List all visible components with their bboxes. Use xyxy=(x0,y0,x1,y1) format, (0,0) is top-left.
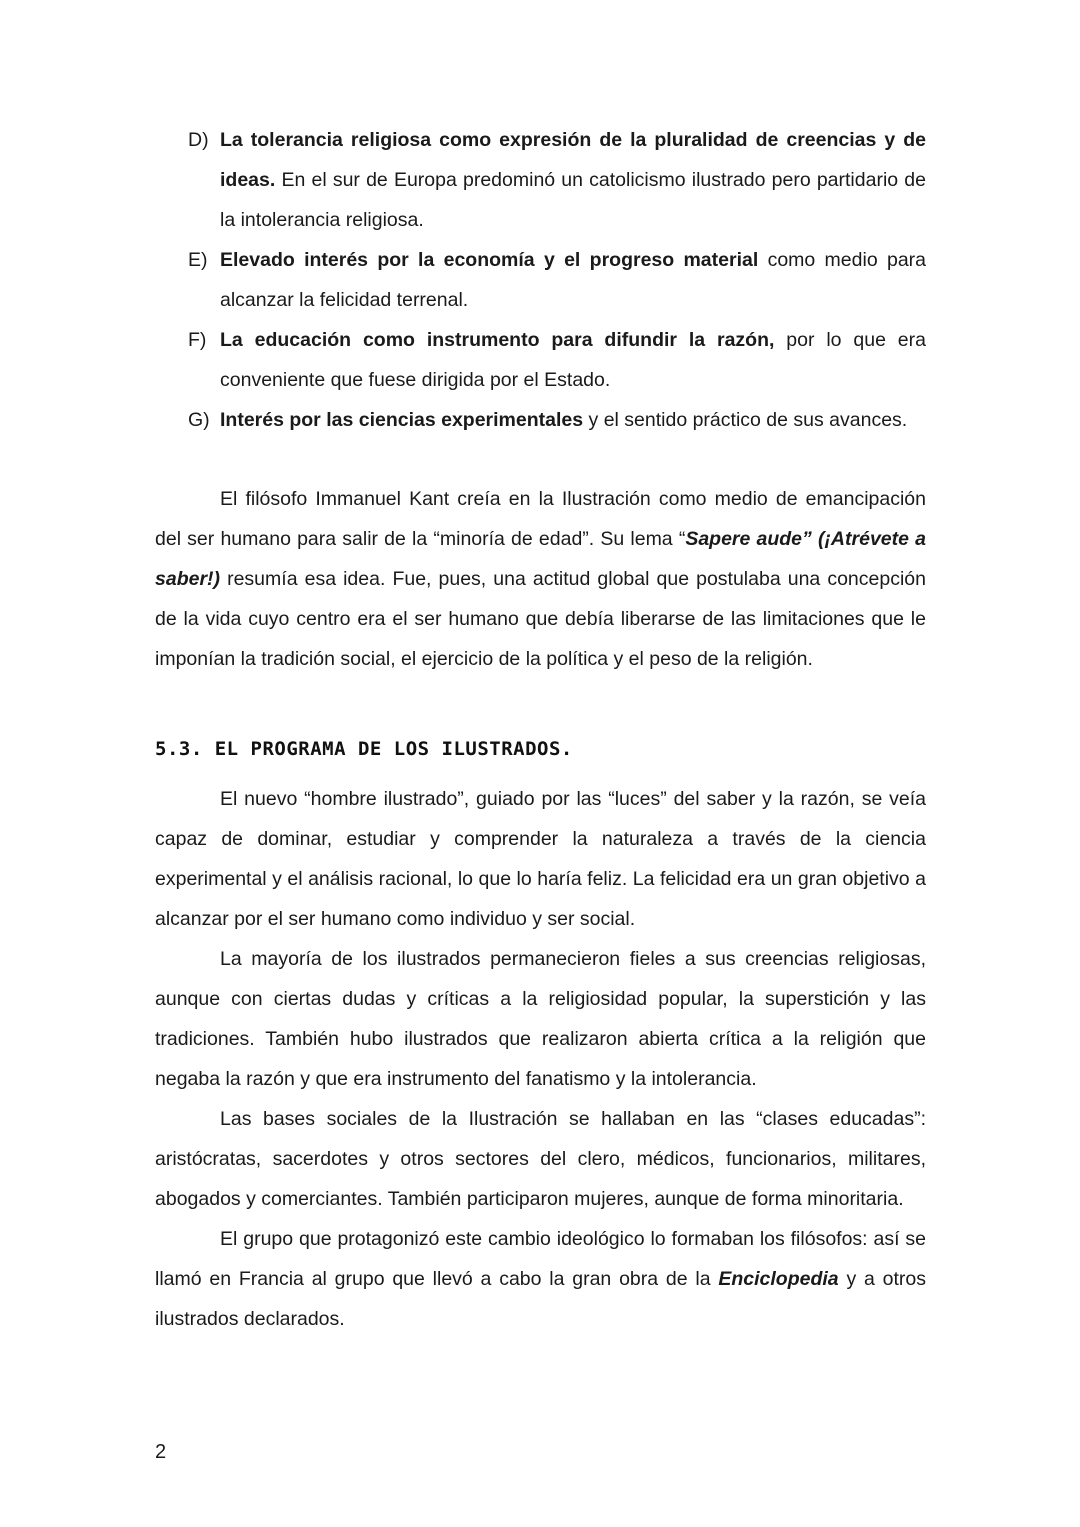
kant-text-1: El filósofo Immanuel Kant creía en la Ilustración como medio de emancipación del ser humano para salir de la “minoría de edad”. Su lema “ xyxy=(155,488,926,550)
list-item-bold: Interés por las ciencias experimentales xyxy=(220,409,584,431)
kant-paragraph xyxy=(155,479,926,679)
last-paragraph xyxy=(155,1219,926,1339)
section-heading: 5.3. EL PROGRAMA DE LOS ILUSTRADOS. xyxy=(155,738,573,760)
list-item xyxy=(155,400,926,440)
section-paragraph: El nuevo “hombre ilustrado”, guiado por las “luces” del saber y la razón, se veía capaz de dominar, estudiar y comprender la naturaleza a través de la ciencia experimental y el análisis racional, lo que lo haría feliz. La felicidad era un gran objetivo a alcanzar por el ser humano como individuo y ser social. xyxy=(155,788,926,930)
list-marker: D) xyxy=(188,129,209,151)
list-item-bold: La tolerancia religiosa como expresión de la pluralidad de creencias y de ideas. xyxy=(220,129,926,191)
list-marker: F) xyxy=(188,329,207,351)
section-paragraph: Las bases sociales de la Ilustración se hallaban en las “clases educadas”: aristócratas, sacerdotes y otros sectores del clero, médicos, funcionarios, militares, abogados y comerciantes. También participaron mujeres, aunque de forma minoritaria. xyxy=(155,1108,926,1210)
last-text-1: El grupo que protagonizó este cambio ideológico lo formaban los filósofos: así se llamó en Francia al grupo que llevó a cabo la gran obra de la xyxy=(155,1228,926,1290)
list-item-bold: Elevado interés por la economía y el progreso material xyxy=(220,249,759,271)
list-marker: E) xyxy=(188,249,208,271)
list-item xyxy=(155,320,926,400)
feature-list xyxy=(155,120,926,440)
kant-text-2: resumía esa idea. Fue, pues, una actitud global que postulaba una concepción de la vida cuyo centro era el ser humano que debía liberarse de las limitaciones que le imponían la tradición social, el ejercicio de la política y el peso de la religión. xyxy=(155,568,926,670)
list-item xyxy=(155,120,926,240)
kant-motto: Sapere aude” (¡Atrévete a saber!) xyxy=(155,528,926,590)
document-page xyxy=(155,120,926,1339)
page-number: 2 xyxy=(155,1441,167,1463)
list-item-text: En el sur de Europa predominó un catolicismo ilustrado pero partidario de la intolerancia religiosa. xyxy=(220,169,926,231)
list-item-text: y el sentido práctico de sus avances. xyxy=(583,409,908,431)
list-item-bold: La educación como instrumento para difundir la razón, xyxy=(220,329,775,351)
section-paragraph: La mayoría de los ilustrados permanecieron fieles a sus creencias religiosas, aunque con ciertas dudas y críticas a la religiosidad popular, la superstición y las tradiciones. También hubo ilustrados que realizaron abierta crítica a la religión que negaba la razón y que era instrumento del fanatismo y la intolerancia. xyxy=(155,948,926,1090)
list-item xyxy=(155,240,926,320)
list-item-text: por lo que era conveniente que fuese dirigida por el Estado. xyxy=(220,329,926,391)
list-item-text: como medio para alcanzar la felicidad terrenal. xyxy=(220,249,926,311)
enciclopedia-term: Enciclopedia xyxy=(718,1268,839,1290)
list-marker: G) xyxy=(188,409,210,431)
last-text-2: y a otros ilustrados declarados. xyxy=(155,1268,926,1330)
